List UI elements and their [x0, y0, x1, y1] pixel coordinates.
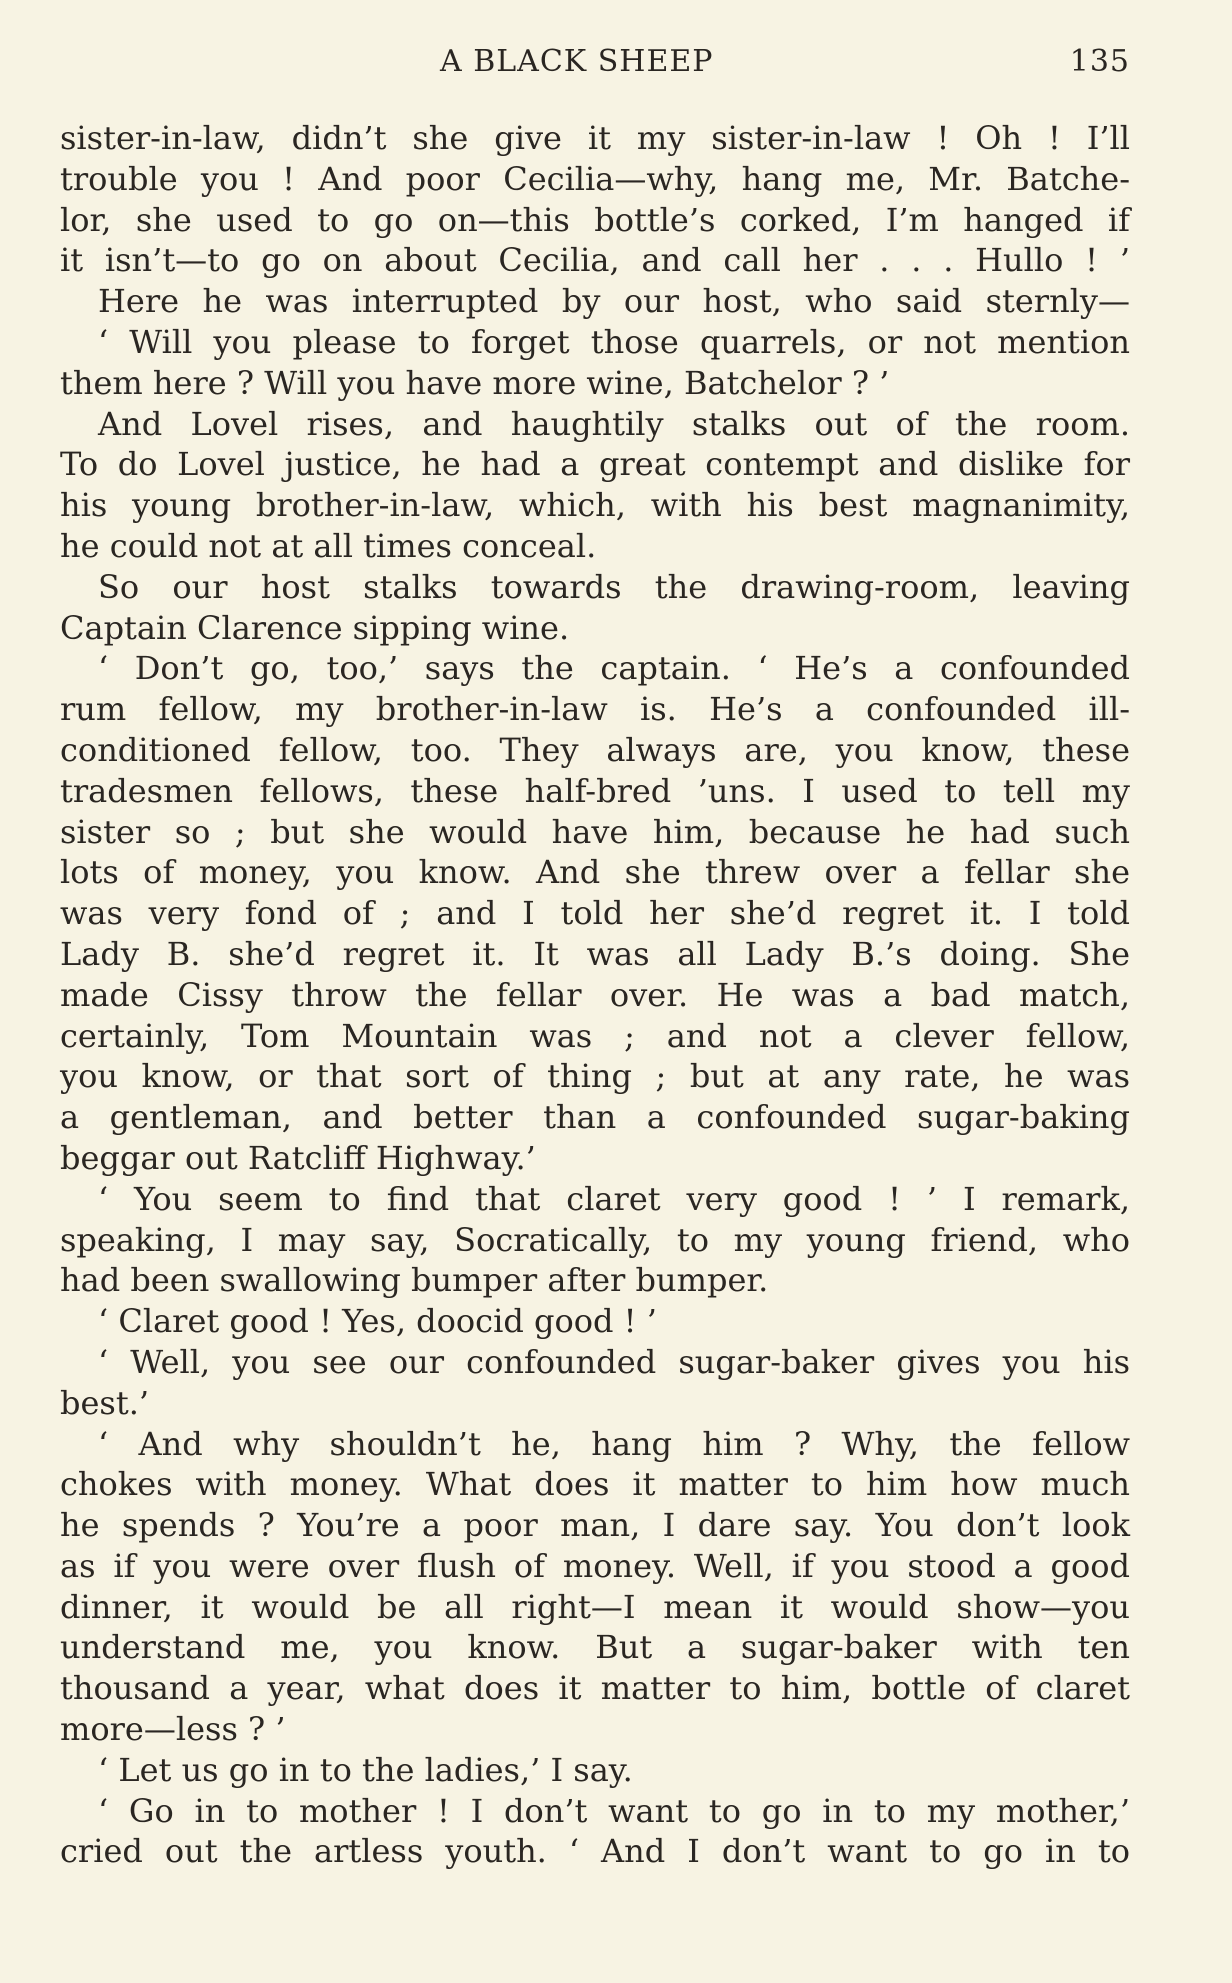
running-head	[60, 44, 1130, 84]
body-text	[60, 118, 1130, 1872]
text-line: trouble you ! And poor Cecilia—why, hang me, Mr. Batche-	[60, 159, 1130, 198]
text-line: And Lovel rises, and haughtily stalks out of the room.	[98, 404, 1130, 443]
text-line: his young brother-in-law, which, with his best magnanimity,	[60, 486, 1130, 525]
text-line: lor, she used to go on—this bottle’s corked, I’m hanged if	[60, 200, 1130, 239]
text-line: you know, or that sort of thing ; but at any rate, he was	[60, 1057, 1130, 1096]
page-number: 135	[1069, 44, 1130, 79]
text-line: ‘ Let us go in to the ladies,’ I say.	[98, 1750, 633, 1789]
text-line: sister so ; but she would have him, because he had such	[60, 812, 1130, 851]
text-line: thousand a year, what does it matter to him, bottle of claret	[60, 1669, 1130, 1708]
text-line: ‘ Go in to mother ! I don’t want to go in to my mother,’	[98, 1791, 1130, 1830]
text-line: a gentleman, and better than a confounded sugar-baking	[60, 1098, 1130, 1137]
text-line: more—less ? ’	[60, 1710, 286, 1749]
text-line: them here ? Will you have more wine, Batchelor ? ’	[60, 363, 890, 402]
text-line: certainly, Tom Mountain was ; and not a clever fellow,	[60, 1016, 1130, 1055]
text-line: tradesmen fellows, these half-bred ’uns. I used to tell my	[60, 771, 1130, 810]
text-line: chokes with money. What does it matter to him how much	[60, 1465, 1130, 1504]
text-line: lots of money, you know. And she threw over a fellar she	[60, 853, 1130, 892]
text-line: made Cissy throw the fellar over. He was a bad match,	[60, 975, 1130, 1014]
text-line: Lady B. she’d regret it. It was all Lady B.’s doing. She	[60, 934, 1130, 973]
text-line: he could not at all times conceal.	[60, 526, 597, 565]
text-line: To do Lovel justice, he had a great contempt and dislike for	[60, 445, 1130, 484]
text-line: as if you were over flush of money. Well, if you stood a good	[60, 1546, 1130, 1585]
text-line: ‘ And why shouldn’t he, hang him ? Why, the fellow	[98, 1424, 1130, 1463]
text-line: ‘ Will you please to forget those quarrels, or not mention	[98, 322, 1130, 361]
text-line: ‘ You seem to find that claret very good ! ’ I remark,	[98, 1179, 1130, 1218]
text-line: beggar out Ratcliff Highway.’	[60, 1138, 536, 1177]
text-line: understand me, you know. But a sugar-baker with ten	[60, 1628, 1130, 1667]
text-line: cried out the artless youth. ‘ And I don’t want to go in to	[60, 1832, 1130, 1871]
text-line: speaking, I may say, Socratically, to my young friend, who	[60, 1220, 1130, 1259]
text-line: had been swallowing bumper after bumper.	[60, 1261, 769, 1300]
text-line: sister-in-law, didn’t she give it my sister-in-law ! Oh ! I’ll	[60, 119, 1130, 157]
text-line: dinner, it would be all right—I mean it would show—you	[60, 1587, 1130, 1626]
text-line: Captain Clarence sipping wine.	[60, 608, 570, 647]
text-line: he spends ? You’re a poor man, I dare say. You don’t look	[60, 1506, 1130, 1545]
text-line: ‘ Don’t go, too,’ says the captain. ‘ He’s a confounded	[98, 649, 1130, 688]
running-title: A BLACK SHEEP	[440, 44, 714, 79]
text-line: conditioned fellow, too. They always are, you know, these	[60, 730, 1130, 769]
text-line: Here he was interrupted by our host, who said sternly—	[98, 282, 1130, 321]
text-line: was very fond of ; and I told her she’d regret it. I told	[60, 894, 1130, 933]
text-line: best.’	[60, 1383, 150, 1422]
text-line: So our host stalks towards the drawing-room, leaving	[98, 567, 1130, 606]
text-line: ‘ Claret good ! Yes, doocid good ! ’	[98, 1302, 657, 1341]
text-line: it isn’t—to go on about Cecilia, and call her . . . Hullo ! ’	[60, 241, 1130, 280]
text-line: rum fellow, my brother-in-law is. He’s a confounded ill-	[60, 690, 1130, 729]
text-line: ‘ Well, you see our confounded sugar-baker gives you his	[98, 1342, 1130, 1381]
